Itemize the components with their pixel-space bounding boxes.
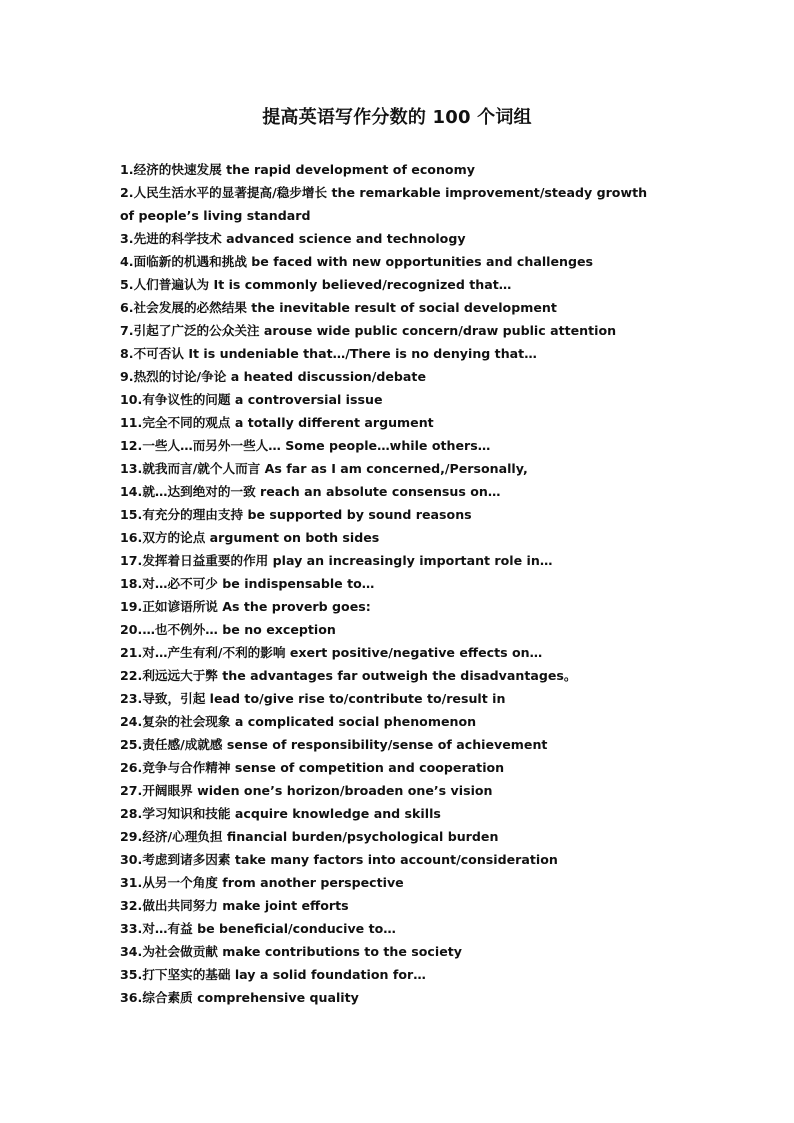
phrase-english: the advantages far outweigh the disadvantages。 <box>222 668 577 683</box>
phrase-english: a controversial issue <box>234 392 383 407</box>
phrase-item <box>120 434 665 457</box>
phrase-number: 10. <box>120 392 143 407</box>
phrase-english: Some people…while others… <box>285 438 491 453</box>
phrase-chinese: 责任感/成就感 <box>142 737 223 752</box>
phrase-item <box>120 457 665 480</box>
phrase-number: 12. <box>120 438 143 453</box>
phrase-chinese: 面临新的机遇和挑战 <box>133 254 247 269</box>
phrase-number: 32. <box>120 898 143 913</box>
phrase-number: 26. <box>120 760 143 775</box>
phrase-number: 3. <box>120 231 134 246</box>
phrase-number: 29. <box>120 829 143 844</box>
phrase-english: widen one’s horizon/broaden one’s vision <box>197 783 493 798</box>
phrase-number: 24. <box>120 714 143 729</box>
phrase-english: make contributions to the society <box>222 944 462 959</box>
phrase-number: 11. <box>120 415 143 430</box>
phrase-english: argument on both sides <box>209 530 380 545</box>
phrase-number: 14. <box>120 484 143 499</box>
phrase-item <box>120 825 665 848</box>
phrase-chinese: 不可否认 <box>133 346 184 361</box>
phrase-english: sense of responsibility/sense of achievement <box>226 737 548 752</box>
phrase-number: 1. <box>120 162 134 177</box>
phrase-english: be supported by sound reasons <box>247 507 472 522</box>
phrase-item <box>120 963 665 986</box>
phrase-chinese: 学习知识和技能 <box>142 806 231 821</box>
phrase-chinese: 人们普遍认为 <box>133 277 210 292</box>
phrase-english: advanced science and technology <box>226 231 466 246</box>
phrase-item <box>120 618 665 641</box>
phrase-item <box>120 158 665 181</box>
phrase-number: 21. <box>120 645 143 660</box>
phrase-english: from another perspective <box>222 875 404 890</box>
phrase-item <box>120 848 665 871</box>
phrase-english: a totally different argument <box>234 415 434 430</box>
phrase-item <box>120 250 665 273</box>
phrase-number: 16. <box>120 530 143 545</box>
phrase-english: make joint efforts <box>222 898 349 913</box>
phrase-chinese: 有争议性的问题 <box>142 392 231 407</box>
phrase-english: a complicated social phenomenon <box>234 714 477 729</box>
phrase-chinese: 就…达到绝对的一致 <box>142 484 256 499</box>
phrase-chinese: 发挥着日益重要的作用 <box>142 553 269 568</box>
phrase-english: financial burden/psychological burden <box>226 829 499 844</box>
phrase-number: 30. <box>120 852 143 867</box>
phrase-item <box>120 273 665 296</box>
phrase-number: 5. <box>120 277 134 292</box>
phrase-english: As far as I am concerned,/Personally, <box>264 461 528 476</box>
phrase-number: 34. <box>120 944 143 959</box>
phrase-chinese: 对…有益 <box>142 921 193 936</box>
phrase-number: 22. <box>120 668 143 683</box>
phrase-number: 17. <box>120 553 143 568</box>
phrase-english: play an increasingly important role in… <box>272 553 553 568</box>
phrase-english: a heated discussion/debate <box>230 369 426 384</box>
phrase-english: be indispensable to… <box>222 576 375 591</box>
phrase-chinese: 先进的科学技术 <box>133 231 222 246</box>
phrase-english: exert positive/negative effects on… <box>289 645 543 660</box>
document-title: 提高英语写作分数的 100 个词组 <box>262 107 532 128</box>
phrase-number: 33. <box>120 921 143 936</box>
phrase-chinese: 导致，引起 <box>142 691 206 706</box>
phrase-number: 28. <box>120 806 143 821</box>
phrase-english: sense of competition and cooperation <box>234 760 505 775</box>
phrase-english: As the proverb goes: <box>222 599 371 614</box>
phrase-item <box>120 503 665 526</box>
phrase-chinese: 一些人…而另外一些人… <box>142 438 281 453</box>
phrase-number: 7. <box>120 323 134 338</box>
phrase-english: the rapid development of economy <box>226 162 475 177</box>
phrase-english: lead to/give rise to/contribute to/result in <box>209 691 506 706</box>
phrase-item <box>120 319 665 342</box>
phrase-item <box>120 388 665 411</box>
phrase-item <box>120 549 665 572</box>
phrase-english: be no exception <box>222 622 336 637</box>
phrase-chinese: 就我而言/就个人而言 <box>142 461 261 476</box>
phrase-english: arouse wide public concern/draw public attention <box>263 323 617 338</box>
phrase-number: 27. <box>120 783 143 798</box>
phrase-english: the remarkable improvement/steady growth of people’s living standard <box>120 185 648 223</box>
phrase-number: 23. <box>120 691 143 706</box>
phrase-item <box>120 756 665 779</box>
phrase-item <box>120 227 665 250</box>
phrase-number: 6. <box>120 300 134 315</box>
phrase-item <box>120 687 665 710</box>
phrase-english: the inevitable result of social development <box>251 300 557 315</box>
phrase-chinese: 综合素质 <box>142 990 193 1005</box>
phrase-number: 31. <box>120 875 143 890</box>
phrase-number: 15. <box>120 507 143 522</box>
phrase-chinese: 对…必不可少 <box>142 576 218 591</box>
phrase-number: 19. <box>120 599 143 614</box>
phrase-chinese: 正如谚语所说 <box>142 599 218 614</box>
phrase-chinese: 为社会做贡献 <box>142 944 218 959</box>
phrase-chinese: 有充分的理由支持 <box>142 507 244 522</box>
phrase-number: 20. <box>120 622 143 637</box>
phrase-chinese: 竞争与合作精神 <box>142 760 231 775</box>
phrase-item <box>120 411 665 434</box>
phrase-chinese: 对…产生有利/不利的影响 <box>142 645 286 660</box>
phrase-chinese: 经济的快速发展 <box>133 162 222 177</box>
phrase-english: It is commonly believed/recognized that… <box>213 277 512 292</box>
phrase-item <box>120 917 665 940</box>
phrase-chinese: 利远远大于弊 <box>142 668 218 683</box>
phrase-number: 35. <box>120 967 143 982</box>
phrase-english: comprehensive quality <box>197 990 359 1005</box>
phrase-english: take many factors into account/consideration <box>234 852 558 867</box>
phrase-chinese: 打下坚实的基础 <box>142 967 231 982</box>
phrase-item <box>120 894 665 917</box>
phrase-chinese: 考虑到诸多因素 <box>142 852 231 867</box>
phrase-item <box>120 595 665 618</box>
phrase-number: 25. <box>120 737 143 752</box>
phrase-english: lay a solid foundation for… <box>234 967 426 982</box>
phrase-chinese: 引起了广泛的公众关注 <box>133 323 260 338</box>
phrase-chinese: …也不例外… <box>142 622 218 637</box>
phrase-item <box>120 526 665 549</box>
phrase-number: 18. <box>120 576 143 591</box>
phrase-number: 8. <box>120 346 134 361</box>
phrase-item <box>120 296 665 319</box>
phrase-item <box>120 733 665 756</box>
phrase-item <box>120 641 665 664</box>
phrase-item <box>120 779 665 802</box>
phrase-item <box>120 871 665 894</box>
phrase-item <box>120 181 665 227</box>
phrase-chinese: 社会发展的必然结果 <box>133 300 247 315</box>
phrase-item <box>120 986 665 1009</box>
phrase-chinese: 双方的论点 <box>142 530 206 545</box>
phrase-item <box>120 802 665 825</box>
phrase-item <box>120 365 665 388</box>
phrase-chinese: 复杂的社会现象 <box>142 714 231 729</box>
phrase-chinese: 从另一个角度 <box>142 875 218 890</box>
phrase-number: 36. <box>120 990 143 1005</box>
phrase-number: 9. <box>120 369 134 384</box>
phrase-number: 4. <box>120 254 134 269</box>
phrase-item <box>120 940 665 963</box>
phrase-chinese: 完全不同的观点 <box>142 415 231 430</box>
phrase-english: be faced with new opportunities and challenges <box>251 254 594 269</box>
phrase-english: reach an absolute consensus on… <box>260 484 501 499</box>
phrase-list <box>120 158 665 1009</box>
phrase-item <box>120 480 665 503</box>
phrase-item <box>120 664 665 687</box>
phrase-number: 2. <box>120 185 134 200</box>
phrase-chinese: 开阔眼界 <box>142 783 193 798</box>
phrase-chinese: 经济/心理负担 <box>142 829 223 844</box>
phrase-chinese: 人民生活水平的显著提高/稳步增长 <box>133 185 328 200</box>
phrase-english: It is undeniable that…/There is no denying that… <box>188 346 537 361</box>
phrase-item <box>120 342 665 365</box>
phrase-number: 13. <box>120 461 143 476</box>
phrase-chinese: 热烈的讨论/争论 <box>133 369 227 384</box>
phrase-item <box>120 710 665 733</box>
phrase-item <box>120 572 665 595</box>
phrase-chinese: 做出共同努力 <box>142 898 218 913</box>
phrase-english: be beneficial/conducive to… <box>197 921 396 936</box>
phrase-english: acquire knowledge and skills <box>234 806 441 821</box>
